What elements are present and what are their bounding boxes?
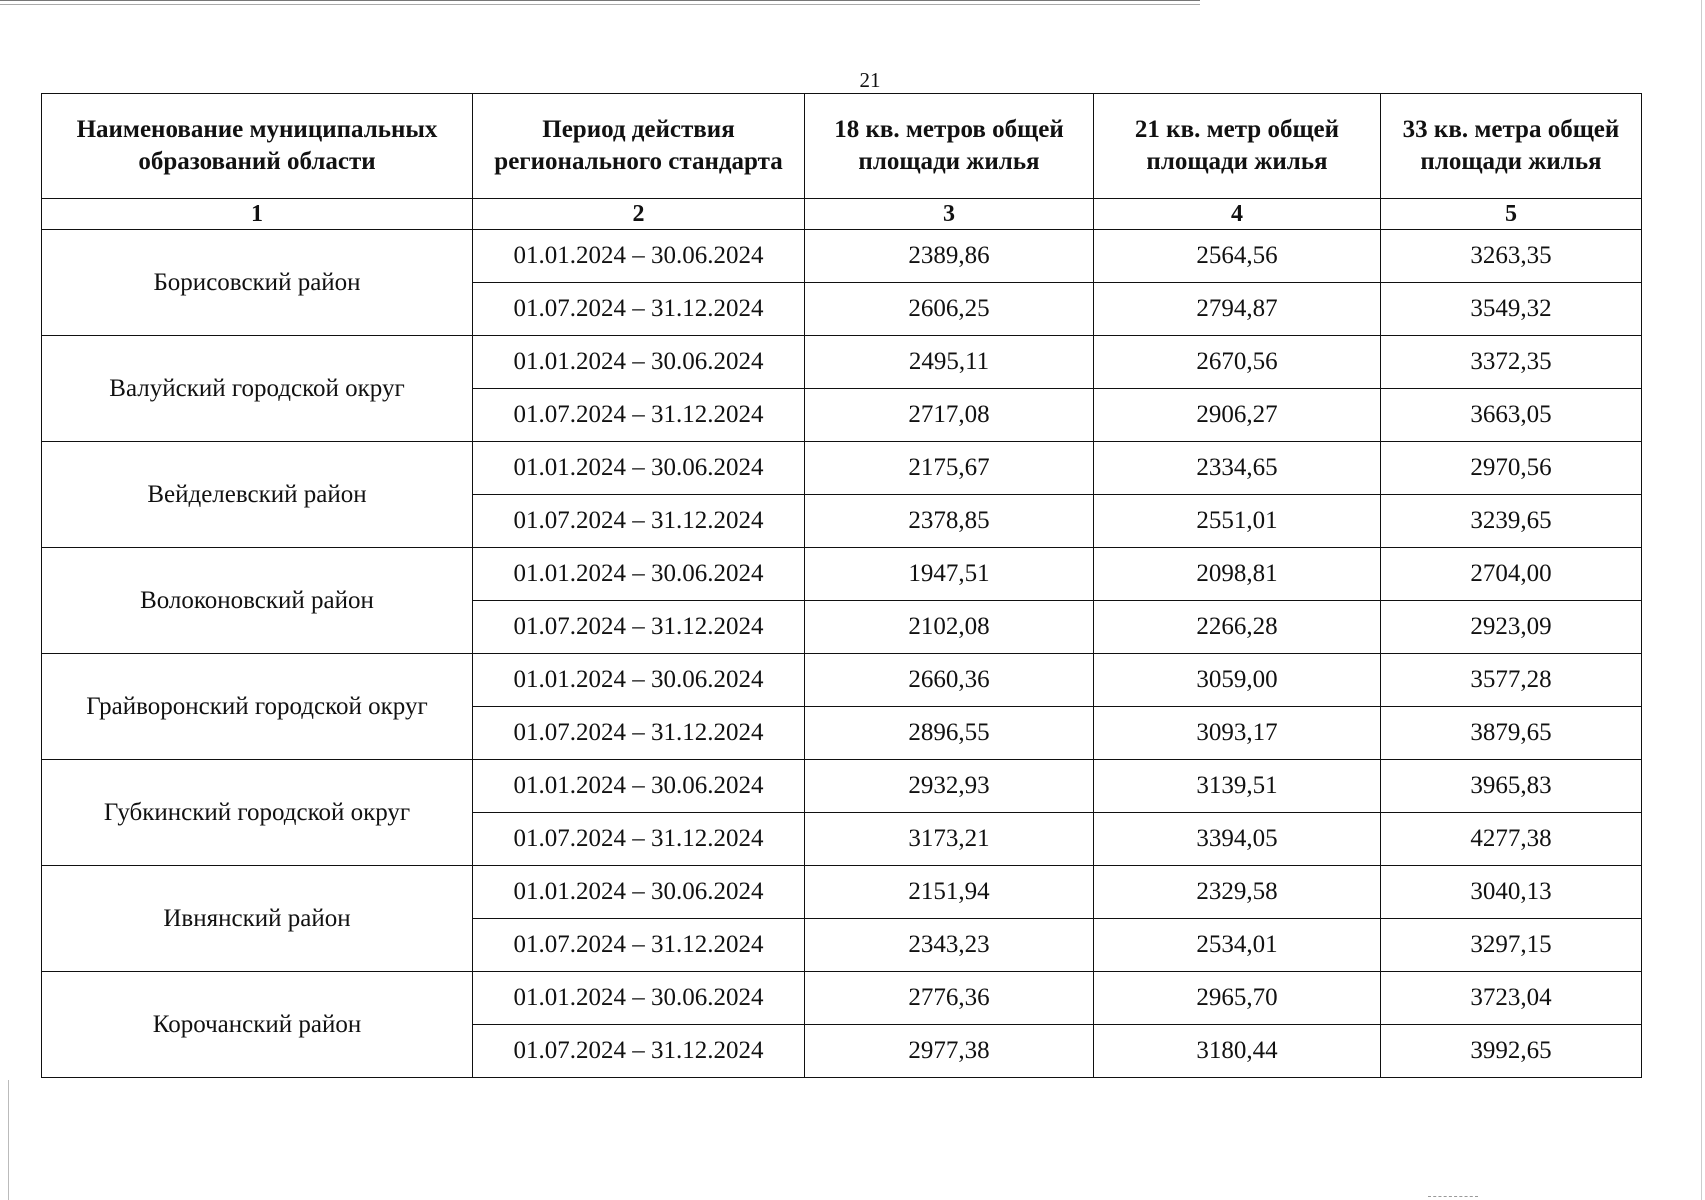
table-row <box>42 336 1642 389</box>
value-18-sqm: 2151,94 <box>805 866 1094 919</box>
period-cell: 01.01.2024 – 30.06.2024 <box>473 442 805 495</box>
header-18-sqm: 18 кв. метров общей площади жилья <box>805 94 1094 199</box>
value-18-sqm: 2606,25 <box>805 283 1094 336</box>
municipality-name: Борисовский район <box>42 230 473 336</box>
table-row <box>42 548 1642 601</box>
value-33-sqm: 2970,56 <box>1381 442 1642 495</box>
value-21-sqm: 2965,70 <box>1094 972 1381 1025</box>
value-21-sqm: 2098,81 <box>1094 548 1381 601</box>
value-33-sqm: 4277,38 <box>1381 813 1642 866</box>
value-33-sqm: 3723,04 <box>1381 972 1642 1025</box>
table-header-row <box>42 94 1642 199</box>
scan-edge-top-inner <box>0 4 1200 5</box>
scan-edge-left <box>8 1080 9 1200</box>
table-row <box>42 760 1642 813</box>
municipality-name: Вейделевский район <box>42 442 473 548</box>
column-number: 2 <box>473 199 805 230</box>
value-21-sqm: 3093,17 <box>1094 707 1381 760</box>
column-number: 1 <box>42 199 473 230</box>
period-cell: 01.01.2024 – 30.06.2024 <box>473 230 805 283</box>
value-21-sqm: 2906,27 <box>1094 389 1381 442</box>
table-row <box>42 972 1642 1025</box>
value-33-sqm: 3040,13 <box>1381 866 1642 919</box>
value-33-sqm: 3577,28 <box>1381 654 1642 707</box>
period-cell: 01.01.2024 – 30.06.2024 <box>473 336 805 389</box>
period-cell: 01.07.2024 – 31.12.2024 <box>473 495 805 548</box>
value-18-sqm: 2977,38 <box>805 1025 1094 1078</box>
value-18-sqm: 2343,23 <box>805 919 1094 972</box>
municipality-name: Губкинский городской округ <box>42 760 473 866</box>
value-18-sqm: 2776,36 <box>805 972 1094 1025</box>
header-municipality: Наименование муниципальных образований области <box>42 94 473 199</box>
value-33-sqm: 3879,65 <box>1381 707 1642 760</box>
value-21-sqm: 3059,00 <box>1094 654 1381 707</box>
period-cell: 01.07.2024 – 31.12.2024 <box>473 813 805 866</box>
period-cell: 01.07.2024 – 31.12.2024 <box>473 601 805 654</box>
period-cell: 01.07.2024 – 31.12.2024 <box>473 389 805 442</box>
value-18-sqm: 2717,08 <box>805 389 1094 442</box>
value-21-sqm: 2670,56 <box>1094 336 1381 389</box>
scan-mark-bottom <box>1428 1196 1478 1197</box>
period-cell: 01.07.2024 – 31.12.2024 <box>473 283 805 336</box>
value-21-sqm: 3139,51 <box>1094 760 1381 813</box>
value-33-sqm: 3239,65 <box>1381 495 1642 548</box>
value-33-sqm: 3965,83 <box>1381 760 1642 813</box>
value-21-sqm: 2334,65 <box>1094 442 1381 495</box>
value-21-sqm: 3180,44 <box>1094 1025 1381 1078</box>
column-number: 4 <box>1094 199 1381 230</box>
municipality-name: Валуйский городской округ <box>42 336 473 442</box>
value-18-sqm: 2175,67 <box>805 442 1094 495</box>
page-number: 21 <box>859 68 881 92</box>
period-cell: 01.01.2024 – 30.06.2024 <box>473 548 805 601</box>
scan-edge-right <box>1701 0 1702 1200</box>
municipality-name: Ивнянский район <box>42 866 473 972</box>
value-18-sqm: 3173,21 <box>805 813 1094 866</box>
period-cell: 01.01.2024 – 30.06.2024 <box>473 654 805 707</box>
period-cell: 01.01.2024 – 30.06.2024 <box>473 972 805 1025</box>
table-body <box>42 230 1642 1078</box>
header-21-sqm: 21 кв. метр общей площади жилья <box>1094 94 1381 199</box>
value-18-sqm: 2932,93 <box>805 760 1094 813</box>
value-33-sqm: 3549,32 <box>1381 283 1642 336</box>
header-33-sqm: 33 кв. метра общей площади жилья <box>1381 94 1642 199</box>
value-21-sqm: 2329,58 <box>1094 866 1381 919</box>
municipality-name: Корочанский район <box>42 972 473 1078</box>
value-33-sqm: 3663,05 <box>1381 389 1642 442</box>
table-row <box>42 654 1642 707</box>
period-cell: 01.07.2024 – 31.12.2024 <box>473 1025 805 1078</box>
value-21-sqm: 2794,87 <box>1094 283 1381 336</box>
value-21-sqm: 3394,05 <box>1094 813 1381 866</box>
table-row <box>42 442 1642 495</box>
value-18-sqm: 2378,85 <box>805 495 1094 548</box>
column-number: 3 <box>805 199 1094 230</box>
header-period: Период действия регионального стандарта <box>473 94 805 199</box>
column-number: 5 <box>1381 199 1642 230</box>
value-21-sqm: 2266,28 <box>1094 601 1381 654</box>
period-cell: 01.07.2024 – 31.12.2024 <box>473 919 805 972</box>
value-33-sqm: 3992,65 <box>1381 1025 1642 1078</box>
housing-cost-table <box>41 93 1642 1078</box>
period-cell: 01.01.2024 – 30.06.2024 <box>473 760 805 813</box>
value-18-sqm: 2896,55 <box>805 707 1094 760</box>
value-18-sqm: 2389,86 <box>805 230 1094 283</box>
value-33-sqm: 2704,00 <box>1381 548 1642 601</box>
value-18-sqm: 2102,08 <box>805 601 1094 654</box>
value-33-sqm: 3263,35 <box>1381 230 1642 283</box>
value-18-sqm: 2495,11 <box>805 336 1094 389</box>
scan-edge-top <box>0 0 1200 1</box>
table-row <box>42 866 1642 919</box>
column-number-row <box>42 199 1642 230</box>
value-33-sqm: 3372,35 <box>1381 336 1642 389</box>
period-cell: 01.01.2024 – 30.06.2024 <box>473 866 805 919</box>
value-21-sqm: 2564,56 <box>1094 230 1381 283</box>
value-18-sqm: 1947,51 <box>805 548 1094 601</box>
value-18-sqm: 2660,36 <box>805 654 1094 707</box>
value-33-sqm: 2923,09 <box>1381 601 1642 654</box>
value-33-sqm: 3297,15 <box>1381 919 1642 972</box>
table-row <box>42 230 1642 283</box>
municipality-name: Волоконовский район <box>42 548 473 654</box>
value-21-sqm: 2534,01 <box>1094 919 1381 972</box>
period-cell: 01.07.2024 – 31.12.2024 <box>473 707 805 760</box>
value-21-sqm: 2551,01 <box>1094 495 1381 548</box>
municipality-name: Грайворонский городской округ <box>42 654 473 760</box>
